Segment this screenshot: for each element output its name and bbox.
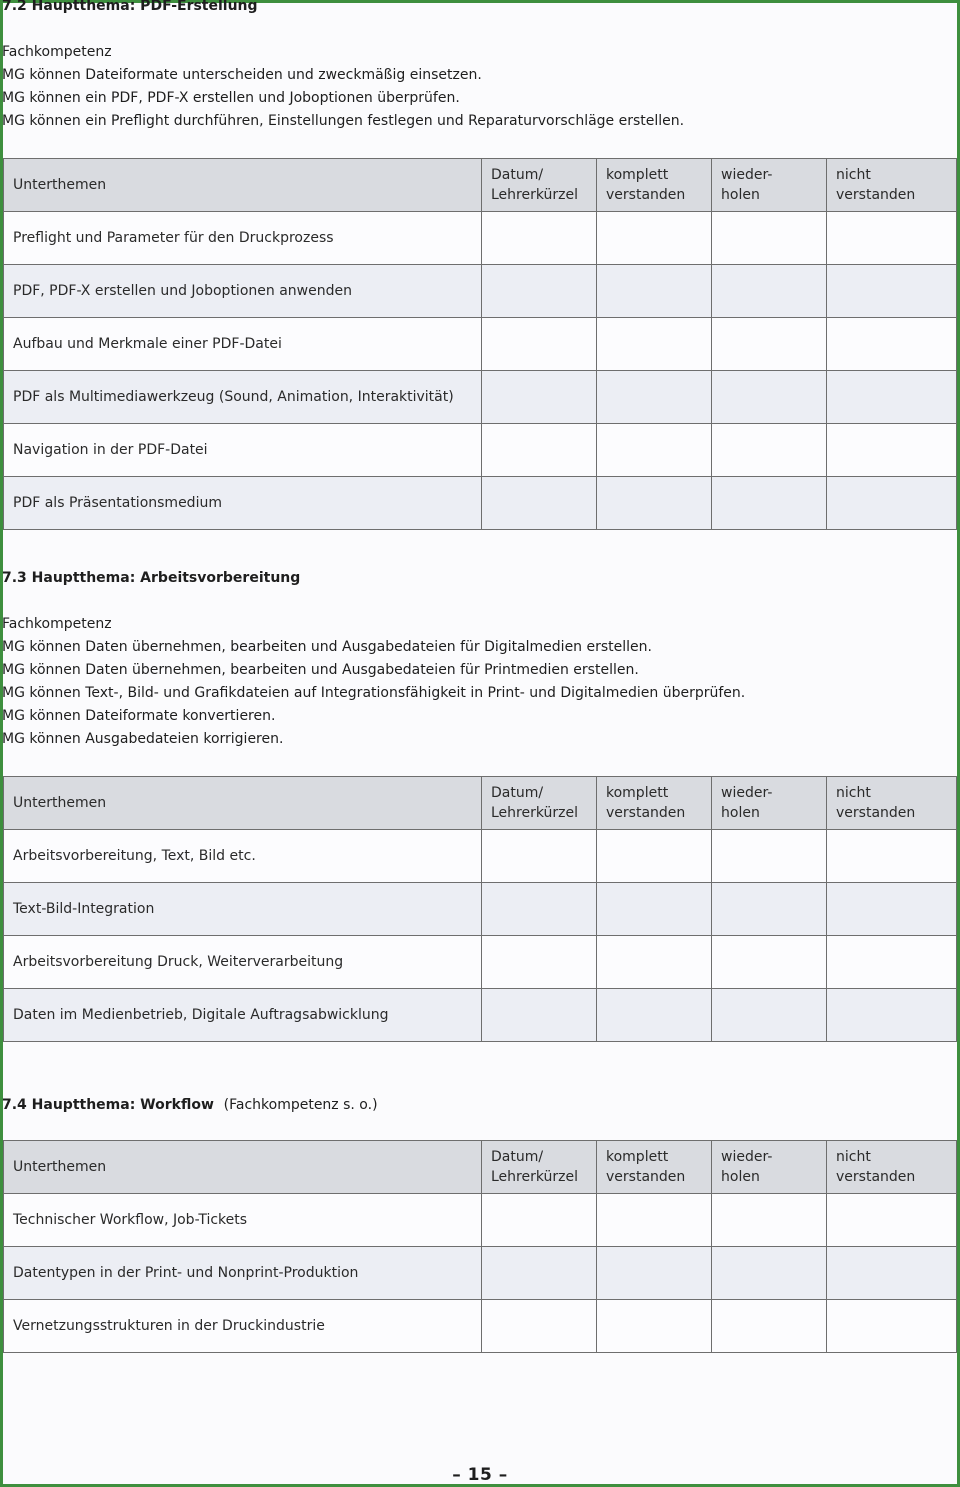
col-nicht bbox=[827, 777, 957, 830]
datum-cell[interactable] bbox=[482, 1247, 597, 1300]
row-topic: Arbeitsvorbereitung Druck, Weiterverarbeitung bbox=[4, 936, 482, 989]
col-komplett bbox=[597, 777, 712, 830]
row-topic: Arbeitsvorbereitung, Text, Bild etc. bbox=[4, 830, 482, 883]
wiederholen-cell[interactable] bbox=[712, 265, 827, 318]
komplett-cell[interactable] bbox=[597, 265, 712, 318]
table-header bbox=[4, 159, 957, 212]
wiederholen-cell[interactable] bbox=[712, 830, 827, 883]
col-datum bbox=[482, 159, 597, 212]
section-73-intro-line: MG können Text-, Bild- und Grafikdateien auf Integrationsfähigkeit in Print- und Digitalmedien überprüfen. bbox=[2, 685, 746, 701]
section-72-intro-line: MG können ein Preflight durchführen, Einstellungen festlegen und Reparaturvorschläge erstellen. bbox=[2, 113, 685, 129]
nicht-cell[interactable] bbox=[827, 212, 957, 265]
col-datum-line: Datum/ Lehrerkürzel bbox=[491, 167, 579, 203]
section-74-note: (Fachkompetenz s. o.) bbox=[223, 1097, 378, 1113]
col-unterthemen: Unterthemen bbox=[4, 1141, 482, 1194]
col-nicht bbox=[827, 1141, 957, 1194]
wiederholen-cell[interactable] bbox=[712, 477, 827, 530]
wiederholen-cell[interactable] bbox=[712, 1194, 827, 1247]
komplett-cell[interactable] bbox=[597, 371, 712, 424]
row-topic: Datentypen in der Print- und Nonprint-Produktion bbox=[4, 1247, 482, 1300]
col-wiederholen-line: wieder- holen bbox=[721, 167, 773, 203]
datum-cell[interactable] bbox=[482, 1194, 597, 1247]
section-73-intro-line: MG können Daten übernehmen, bearbeiten und Ausgabedateien für Digitalmedien erstellen. bbox=[2, 639, 652, 655]
row-topic: Vernetzungsstrukturen in der Druckindustrie bbox=[4, 1300, 482, 1353]
section-72-title: 7.2 Hauptthema: PDF-Erstellung bbox=[2, 0, 258, 14]
nicht-cell[interactable] bbox=[827, 318, 957, 371]
col-datum bbox=[482, 1141, 597, 1194]
col-komplett-line: komplett verstanden bbox=[606, 1149, 686, 1185]
section-72-intro-line: MG können ein PDF, PDF-X erstellen und Joboptionen überprüfen. bbox=[2, 90, 460, 106]
datum-cell[interactable] bbox=[482, 936, 597, 989]
section-72-intro-line: Fachkompetenz bbox=[2, 44, 112, 60]
table-row bbox=[4, 936, 957, 989]
row-topic: Daten im Medienbetrieb, Digitale Auftragsabwicklung bbox=[4, 989, 482, 1042]
table-row bbox=[4, 883, 957, 936]
datum-cell[interactable] bbox=[482, 212, 597, 265]
komplett-cell[interactable] bbox=[597, 1247, 712, 1300]
komplett-cell[interactable] bbox=[597, 883, 712, 936]
table-row bbox=[4, 1247, 957, 1300]
table-row bbox=[4, 265, 957, 318]
nicht-cell[interactable] bbox=[827, 1194, 957, 1247]
section-73-intro-line: MG können Ausgabedateien korrigieren. bbox=[2, 731, 284, 747]
col-datum bbox=[482, 777, 597, 830]
col-wiederholen-line: wieder- holen bbox=[721, 785, 773, 821]
table-row bbox=[4, 477, 957, 530]
wiederholen-cell[interactable] bbox=[712, 1247, 827, 1300]
col-nicht bbox=[827, 159, 957, 212]
row-topic: PDF als Multimediawerkzeug (Sound, Animation, Interaktivität) bbox=[4, 371, 482, 424]
komplett-cell[interactable] bbox=[597, 1300, 712, 1353]
row-topic: Text-Bild-Integration bbox=[4, 883, 482, 936]
nicht-cell[interactable] bbox=[827, 477, 957, 530]
komplett-cell[interactable] bbox=[597, 477, 712, 530]
col-wiederholen-line: wieder- holen bbox=[721, 1149, 773, 1185]
section-74-table bbox=[3, 1140, 957, 1353]
row-topic: Navigation in der PDF-Datei bbox=[4, 424, 482, 477]
table-row bbox=[4, 318, 957, 371]
datum-cell[interactable] bbox=[482, 318, 597, 371]
table-header bbox=[4, 777, 957, 830]
col-wiederholen bbox=[712, 1141, 827, 1194]
col-datum-line: Datum/ Lehrerkürzel bbox=[491, 1149, 579, 1185]
komplett-cell[interactable] bbox=[597, 989, 712, 1042]
komplett-cell[interactable] bbox=[597, 1194, 712, 1247]
table-row bbox=[4, 212, 957, 265]
nicht-cell[interactable] bbox=[827, 883, 957, 936]
nicht-cell[interactable] bbox=[827, 989, 957, 1042]
table-row bbox=[4, 830, 957, 883]
table-row bbox=[4, 371, 957, 424]
table-header bbox=[4, 1141, 957, 1194]
section-73-intro-line: MG können Dateiformate konvertieren. bbox=[2, 708, 276, 724]
section-73-table bbox=[3, 776, 957, 1042]
wiederholen-cell[interactable] bbox=[712, 212, 827, 265]
wiederholen-cell[interactable] bbox=[712, 371, 827, 424]
col-unterthemen: Unterthemen bbox=[4, 159, 482, 212]
komplett-cell[interactable] bbox=[597, 424, 712, 477]
section-73-intro-line: Fachkompetenz bbox=[2, 616, 112, 632]
row-topic: PDF als Präsentationsmedium bbox=[4, 477, 482, 530]
wiederholen-cell[interactable] bbox=[712, 883, 827, 936]
table-row bbox=[4, 989, 957, 1042]
row-topic: Preflight und Parameter für den Druckprozess bbox=[4, 212, 482, 265]
page-number: – 15 – bbox=[452, 1465, 508, 1485]
komplett-cell[interactable] bbox=[597, 212, 712, 265]
nicht-cell[interactable] bbox=[827, 424, 957, 477]
col-komplett bbox=[597, 159, 712, 212]
datum-cell[interactable] bbox=[482, 989, 597, 1042]
section-73-title: 7.3 Hauptthema: Arbeitsvorbereitung bbox=[2, 570, 301, 586]
section-74-title: 7.4 Hauptthema: Workflow bbox=[2, 1097, 214, 1113]
komplett-cell[interactable] bbox=[597, 936, 712, 989]
wiederholen-cell[interactable] bbox=[712, 424, 827, 477]
col-wiederholen bbox=[712, 777, 827, 830]
nicht-cell[interactable] bbox=[827, 265, 957, 318]
komplett-cell[interactable] bbox=[597, 830, 712, 883]
nicht-cell[interactable] bbox=[827, 1247, 957, 1300]
wiederholen-cell[interactable] bbox=[712, 1300, 827, 1353]
section-72-table bbox=[3, 158, 957, 530]
col-komplett-line: komplett verstanden bbox=[606, 785, 686, 821]
col-nicht-line: nicht verstanden bbox=[836, 1149, 916, 1185]
row-topic: Aufbau und Merkmale einer PDF-Datei bbox=[4, 318, 482, 371]
datum-cell[interactable] bbox=[482, 371, 597, 424]
wiederholen-cell[interactable] bbox=[712, 318, 827, 371]
section-73-intro-line: MG können Daten übernehmen, bearbeiten und Ausgabedateien für Printmedien erstellen. bbox=[2, 662, 639, 678]
komplett-cell[interactable] bbox=[597, 318, 712, 371]
datum-cell[interactable] bbox=[482, 265, 597, 318]
col-wiederholen bbox=[712, 159, 827, 212]
datum-cell[interactable] bbox=[482, 883, 597, 936]
table-row bbox=[4, 1194, 957, 1247]
col-komplett bbox=[597, 1141, 712, 1194]
nicht-cell[interactable] bbox=[827, 371, 957, 424]
datum-cell[interactable] bbox=[482, 1300, 597, 1353]
col-komplett-line: komplett verstanden bbox=[606, 167, 686, 203]
nicht-cell[interactable] bbox=[827, 936, 957, 989]
table-row bbox=[4, 424, 957, 477]
row-topic: PDF, PDF-X erstellen und Joboptionen anwenden bbox=[4, 265, 482, 318]
wiederholen-cell[interactable] bbox=[712, 989, 827, 1042]
datum-cell[interactable] bbox=[482, 477, 597, 530]
col-unterthemen: Unterthemen bbox=[4, 777, 482, 830]
wiederholen-cell[interactable] bbox=[712, 936, 827, 989]
datum-cell[interactable] bbox=[482, 830, 597, 883]
datum-cell[interactable] bbox=[482, 424, 597, 477]
col-nicht-line: nicht verstanden bbox=[836, 785, 916, 821]
section-74-title-line bbox=[2, 1097, 378, 1113]
col-nicht-line: nicht verstanden bbox=[836, 167, 916, 203]
table-row bbox=[4, 1300, 957, 1353]
nicht-cell[interactable] bbox=[827, 1300, 957, 1353]
nicht-cell[interactable] bbox=[827, 830, 957, 883]
row-topic: Technischer Workflow, Job-Tickets bbox=[4, 1194, 482, 1247]
section-72-intro-line: MG können Dateiformate unterscheiden und zweckmäßig einsetzen. bbox=[2, 67, 482, 83]
col-datum-line: Datum/ Lehrerkürzel bbox=[491, 785, 579, 821]
